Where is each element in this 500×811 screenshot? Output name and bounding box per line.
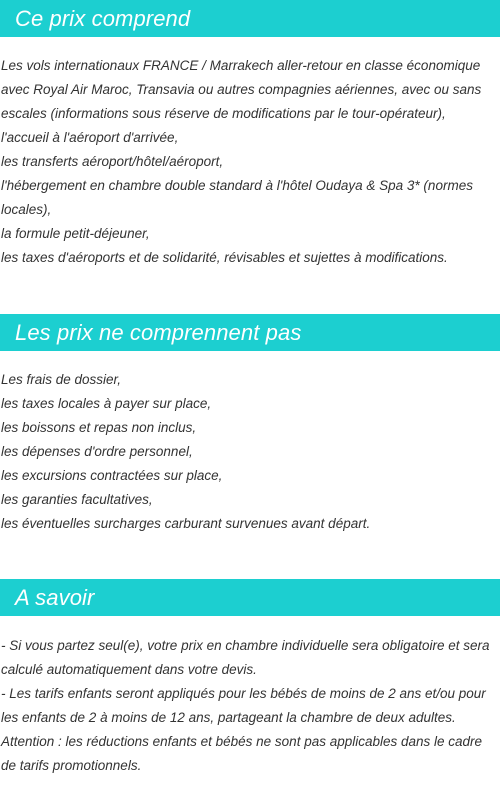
text-line: les transferts aéroport/hôtel/aéroport, [1,154,224,169]
section-price-excludes [0,314,500,536]
section-title: Ce prix comprend [15,5,191,31]
text-line: les garanties facultatives, [1,492,153,507]
text-line: les taxes locales à payer sur place, [1,396,212,411]
section-header [0,0,500,37]
section-title: Les prix ne comprennent pas [15,319,302,345]
text-line: - Les tarifs enfants seront appliqués pour les bébés de moins de 2 ans et/ou pour les enfants de 2 à moins de 12 ans, partageant la chambre de deux adultes. [1,686,486,725]
section-price-includes [0,0,500,270]
text-line: Les vols internationaux FRANCE / Marrakech aller-retour en classe économique avec Royal Air Maroc, Transavia ou autres compagnies aériennes, avec ou sans escales (informations sous réserve de modifications par le tour-opérateur), [1,58,482,121]
section-good-to-know [0,579,500,778]
text-line: les éventuelles surcharges carburant survenues avant départ. [1,516,371,531]
text-line: Les frais de dossier, [1,372,122,387]
text-line: - Si vous partez seul(e), votre prix en chambre individuelle sera obligatoire et sera calculé automatiquement dans votre devis. [1,638,490,677]
text-line: les dépenses d'ordre personnel, [1,444,193,459]
text-line: l'hébergement en chambre double standard à l'hôtel Oudaya & Spa 3* (normes locales), [1,178,473,217]
section-body [0,616,500,778]
text-line: l'accueil à l'aéroport d'arrivée, [1,130,179,145]
text-line: Attention : les réductions enfants et bébés ne sont pas applicables dans le cadre de tarifs promotionnels. [1,734,483,773]
section-title: A savoir [15,584,95,610]
text-line: la formule petit-déjeuner, [1,226,150,241]
section-body [0,351,500,536]
section-header [0,314,500,351]
text-line: les excursions contractées sur place, [1,468,223,483]
text-line: les taxes d'aéroports et de solidarité, révisables et sujettes à modifications. [1,250,448,265]
section-header [0,579,500,616]
section-body [0,37,500,270]
text-line: les boissons et repas non inclus, [1,420,197,435]
